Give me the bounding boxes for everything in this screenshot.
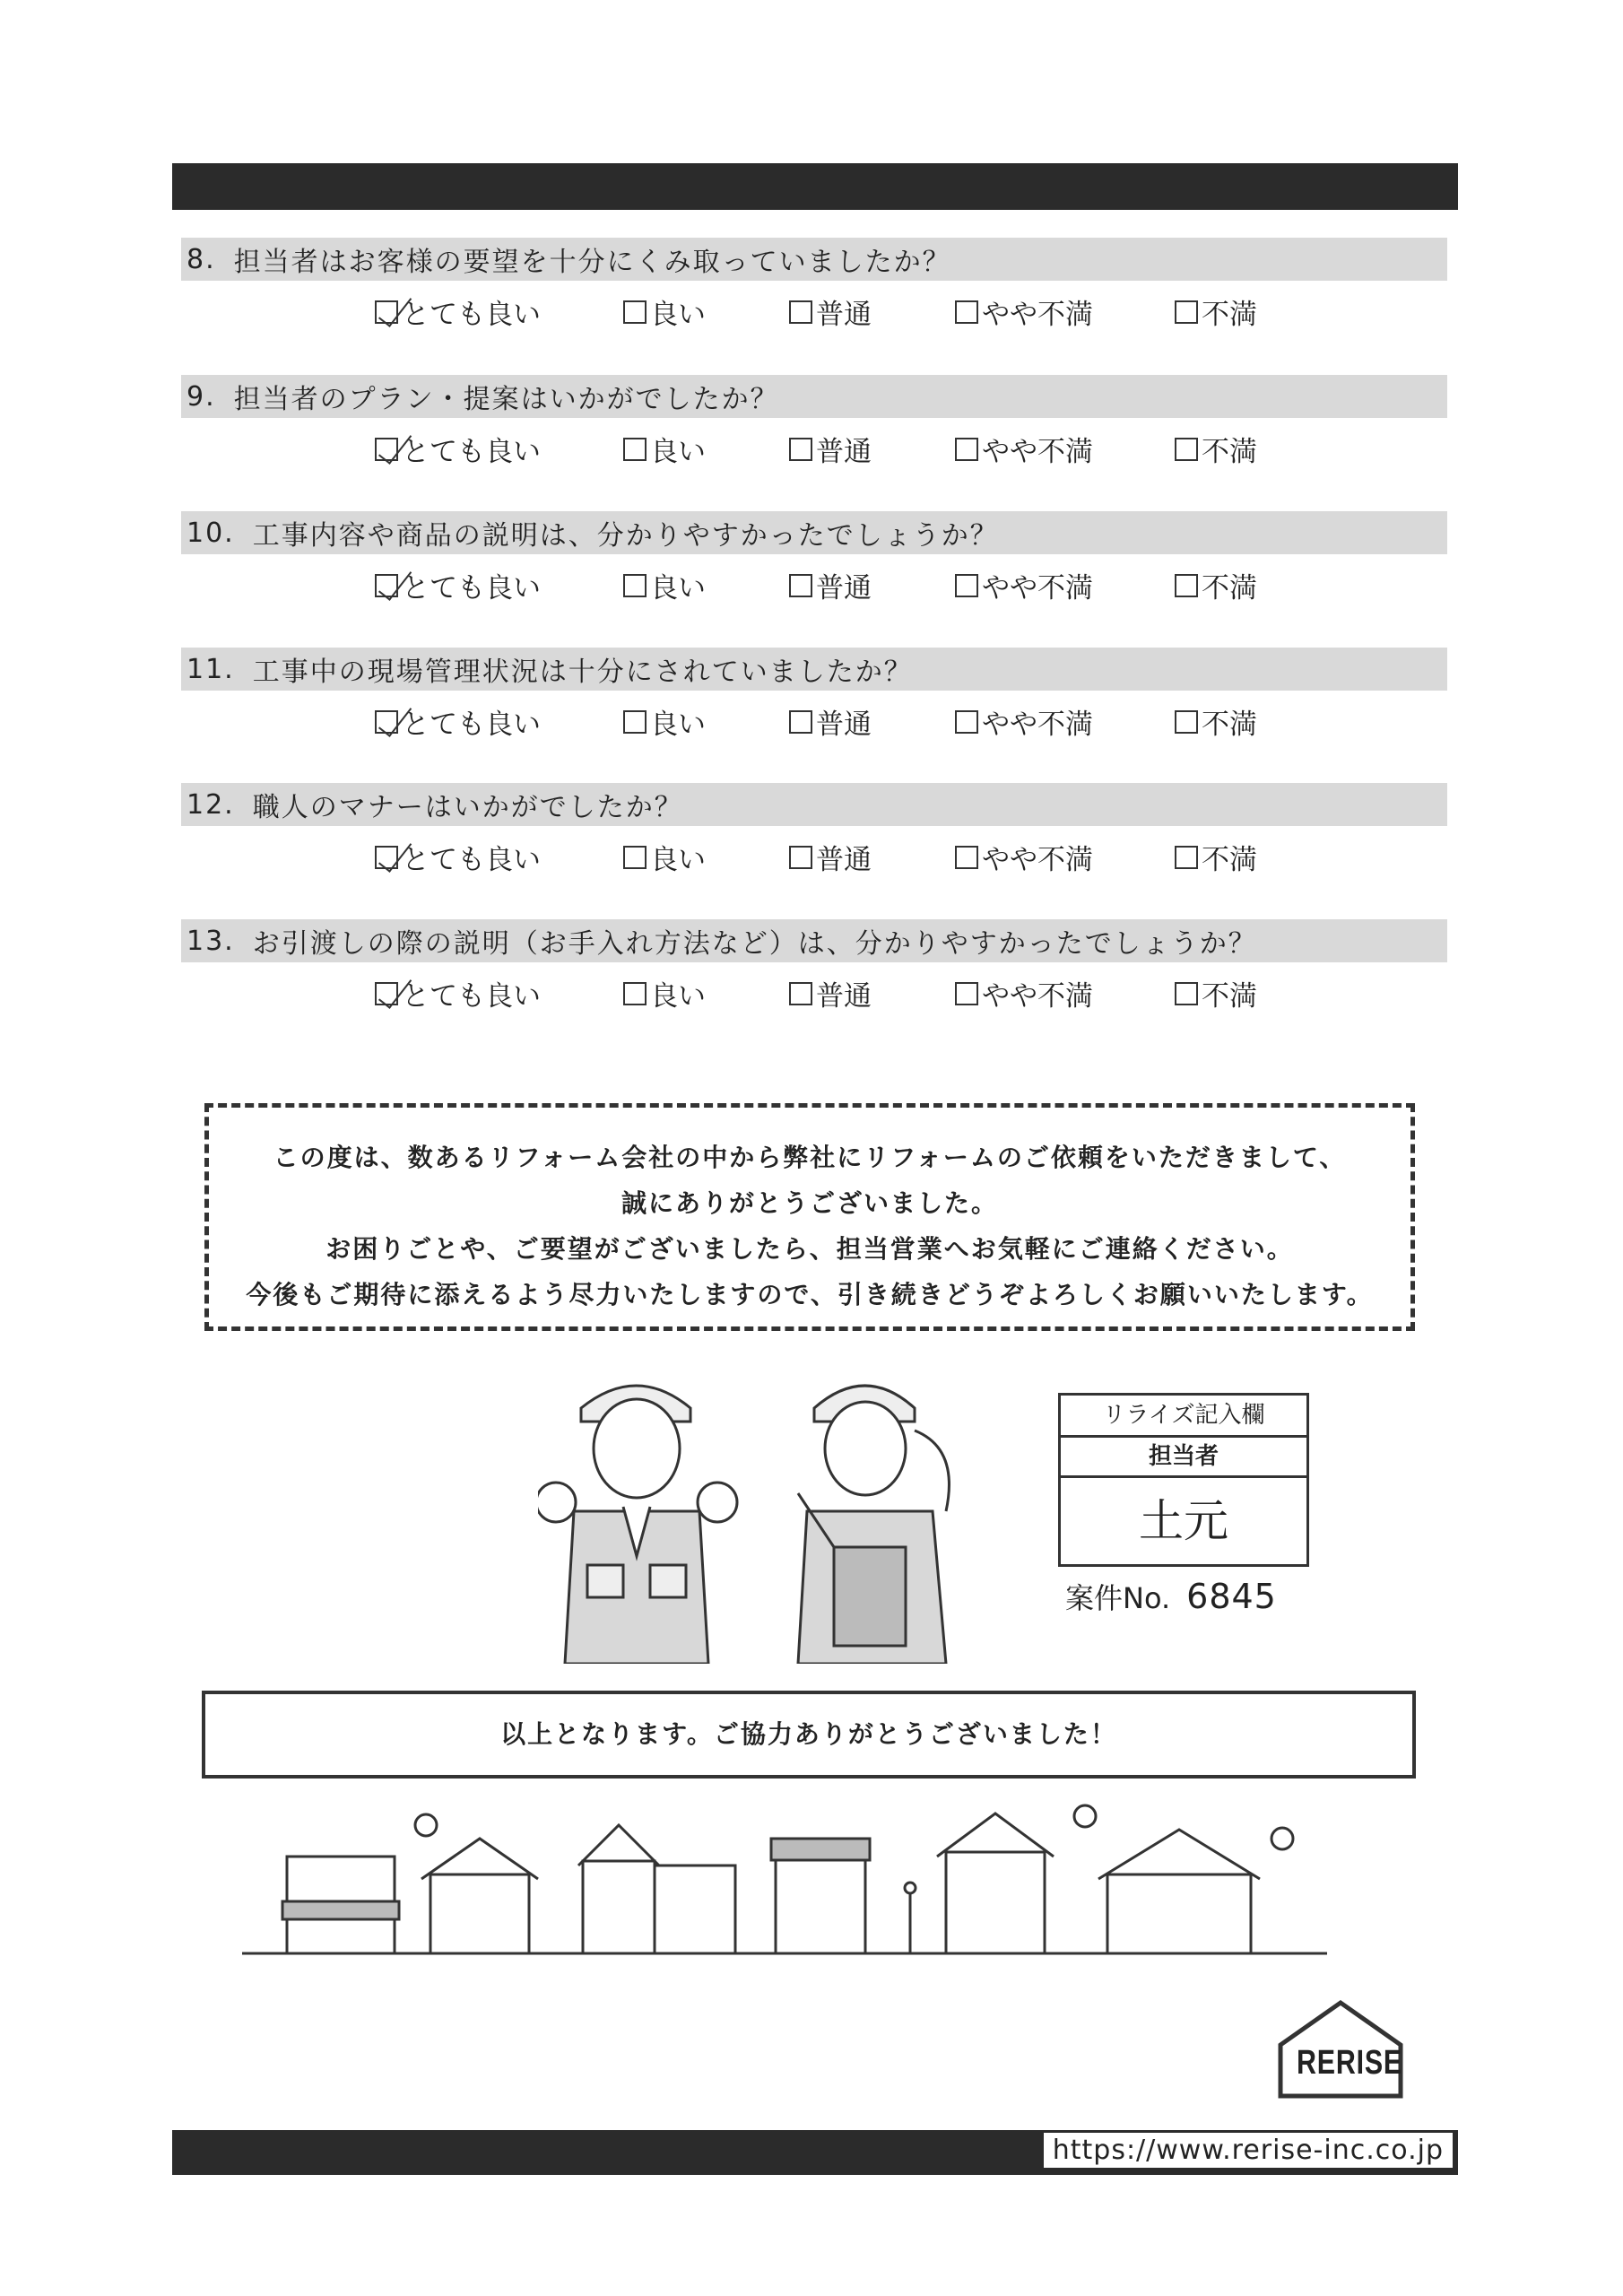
rating-option[interactable] — [623, 429, 706, 469]
rating-options — [181, 281, 1447, 335]
rating-option[interactable] — [789, 291, 872, 332]
rating-option-label: 不満 — [1202, 436, 1257, 468]
logo-text: RERISE — [1297, 2044, 1402, 2082]
checkbox[interactable] — [955, 574, 978, 597]
staff-entry-box — [1058, 1393, 1309, 1567]
rating-options — [181, 691, 1447, 744]
rating-option[interactable] — [375, 973, 541, 1013]
closing-message: 以上となります。ご協力ありがとうございました！ — [202, 1691, 1416, 1779]
checkbox[interactable] — [375, 438, 398, 461]
rating-option-label: とても良い — [402, 299, 541, 331]
checkbox[interactable] — [623, 438, 647, 461]
question-header — [181, 375, 1447, 418]
question-number: 11. — [187, 653, 235, 685]
question-header — [181, 238, 1447, 281]
rating-option[interactable] — [375, 291, 541, 332]
rating-option[interactable] — [623, 291, 706, 332]
rating-option-label: とても良い — [402, 709, 541, 741]
checkbox[interactable] — [955, 438, 978, 461]
rating-option-label: 普通 — [816, 436, 872, 468]
survey-question — [181, 511, 1447, 608]
rating-option[interactable] — [1175, 291, 1257, 332]
rating-options — [181, 554, 1447, 608]
checkbox[interactable] — [1175, 300, 1198, 324]
rating-option-label: 普通 — [816, 299, 872, 331]
rating-option-label: 普通 — [816, 980, 872, 1013]
message-line: お困りごとや、ご要望がございましたら、担当営業へお気軽にご連絡ください。 — [325, 1234, 1294, 1264]
question-number: 12. — [187, 788, 235, 821]
rating-option[interactable] — [955, 429, 1093, 469]
rating-option[interactable] — [789, 429, 872, 469]
checkbox[interactable] — [1175, 438, 1198, 461]
checkbox[interactable] — [375, 710, 398, 734]
rating-option[interactable] — [623, 565, 706, 605]
rating-option-label: やや不満 — [982, 572, 1093, 604]
stamp-header: リライズ記入欄 — [1061, 1396, 1306, 1438]
checkbox[interactable] — [375, 846, 398, 869]
rating-option-label: とても良い — [402, 980, 541, 1013]
message-line: 今後もご期待に添えるよう尽力いたしますので、引き続きどうぞよろしくお願いいたします。 — [246, 1280, 1374, 1309]
question-text: お引渡しの際の説明（お手入れ方法など）は、分かりやすかったでしょうか？ — [252, 928, 1257, 960]
rating-option-label: やや不満 — [982, 299, 1093, 331]
rating-option-label: 良い — [650, 844, 706, 876]
question-number: 8. — [187, 243, 216, 275]
rating-option-label: 良い — [650, 709, 706, 741]
rating-option[interactable] — [955, 837, 1093, 877]
checkbox[interactable] — [1175, 710, 1198, 734]
rating-option[interactable] — [789, 565, 872, 605]
question-text: 担当者はお客様の要望を十分にくみ取っていましたか？ — [233, 247, 951, 278]
question-header — [181, 511, 1447, 554]
checkbox[interactable] — [623, 846, 647, 869]
survey-question — [181, 375, 1447, 472]
rating-option-label: とても良い — [402, 572, 541, 604]
case-number — [1065, 1576, 1277, 1617]
case-number-value: 6845 — [1186, 1577, 1277, 1616]
case-label: 案件No. — [1065, 1581, 1171, 1615]
rating-option[interactable] — [375, 429, 541, 469]
rating-option[interactable] — [955, 565, 1093, 605]
question-number: 10. — [187, 517, 235, 549]
question-text: 工事内容や商品の説明は、分かりやすかったでしょうか？ — [252, 520, 999, 552]
checkbox[interactable] — [789, 574, 812, 597]
checkbox[interactable] — [623, 710, 647, 734]
checkbox[interactable] — [955, 846, 978, 869]
stamp-value: 土元 — [1139, 1495, 1228, 1547]
question-header — [181, 648, 1447, 691]
rating-option[interactable] — [789, 837, 872, 877]
rating-option-label: 不満 — [1202, 709, 1257, 741]
rating-option-label: 良い — [650, 572, 706, 604]
rating-option-label: 普通 — [816, 844, 872, 876]
checkbox[interactable] — [623, 300, 647, 324]
rating-option-label: 普通 — [816, 572, 872, 604]
message-line: この度は、数あるリフォーム会社の中から弊社にリフォームのご依頼をいただきまして、 — [273, 1143, 1347, 1172]
question-header — [181, 919, 1447, 962]
rating-option[interactable] — [375, 565, 541, 605]
rating-option-label: とても良い — [402, 844, 541, 876]
workers-illustration — [538, 1368, 968, 1664]
checkbox[interactable] — [375, 982, 398, 1005]
rating-option[interactable] — [955, 291, 1093, 332]
checkbox[interactable] — [623, 574, 647, 597]
question-number: 13. — [187, 925, 235, 957]
rating-option-label: やや不満 — [982, 980, 1093, 1013]
rating-options — [181, 826, 1447, 880]
question-text: 工事中の現場管理状況は十分にされていましたか？ — [252, 657, 913, 688]
message-line: 誠にありがとうございました。 — [621, 1188, 998, 1218]
rating-option-label: 不満 — [1202, 572, 1257, 604]
checkbox[interactable] — [955, 300, 978, 324]
website-url[interactable]: https://www.rerise-inc.co.jp — [1044, 2133, 1453, 2168]
checkbox[interactable] — [1175, 574, 1198, 597]
survey-question — [181, 238, 1447, 335]
rating-option[interactable] — [1175, 973, 1257, 1013]
survey-question — [181, 648, 1447, 744]
checkbox[interactable] — [1175, 846, 1198, 869]
rating-option[interactable] — [623, 973, 706, 1013]
rating-option-label: やや不満 — [982, 844, 1093, 876]
rating-option[interactable] — [375, 701, 541, 742]
checkbox[interactable] — [1175, 982, 1198, 1005]
checkbox[interactable] — [955, 982, 978, 1005]
rating-options — [181, 418, 1447, 472]
rating-option-label: 普通 — [816, 709, 872, 741]
rating-option[interactable] — [1175, 837, 1257, 877]
checkbox[interactable] — [375, 574, 398, 597]
checkbox[interactable] — [789, 300, 812, 324]
rating-option[interactable] — [955, 701, 1093, 742]
rating-option-label: とても良い — [402, 436, 541, 468]
question-text: 職人のマナーはいかがでしたか？ — [252, 792, 683, 823]
rating-options — [181, 962, 1447, 1016]
rating-option-label: 不満 — [1202, 844, 1257, 876]
rating-option[interactable] — [623, 701, 706, 742]
checkbox[interactable] — [375, 300, 398, 324]
rating-option-label: 不満 — [1202, 299, 1257, 331]
rating-option[interactable] — [1175, 565, 1257, 605]
town-illustration — [242, 1803, 1327, 1969]
rating-option[interactable] — [623, 837, 706, 877]
rating-option-label: 不満 — [1202, 980, 1257, 1013]
question-text: 担当者のプラン・提案はいかがでしたか？ — [233, 384, 779, 415]
rating-option[interactable] — [1175, 429, 1257, 469]
checkbox[interactable] — [789, 438, 812, 461]
rating-option-label: 良い — [650, 299, 706, 331]
survey-question — [181, 919, 1447, 1016]
question-number: 9. — [187, 380, 216, 413]
checkbox[interactable] — [789, 982, 812, 1005]
rating-option-label: やや不満 — [982, 436, 1093, 468]
checkbox[interactable] — [789, 846, 812, 869]
top-bar — [172, 163, 1458, 210]
stamp-label: 担当者 — [1061, 1438, 1306, 1478]
rating-option[interactable] — [789, 701, 872, 742]
thank-you-message — [204, 1103, 1415, 1331]
question-header — [181, 783, 1447, 826]
checkbox[interactable] — [789, 710, 812, 734]
rating-option-label: やや不満 — [982, 709, 1093, 741]
rating-option[interactable] — [955, 973, 1093, 1013]
rating-option[interactable] — [1175, 701, 1257, 742]
checkbox[interactable] — [623, 982, 647, 1005]
checkbox[interactable] — [955, 710, 978, 734]
rating-option[interactable] — [375, 837, 541, 877]
rating-option-label: 良い — [650, 980, 706, 1013]
rating-option-label: 良い — [650, 436, 706, 468]
survey-question — [181, 783, 1447, 880]
rating-option[interactable] — [789, 973, 872, 1013]
